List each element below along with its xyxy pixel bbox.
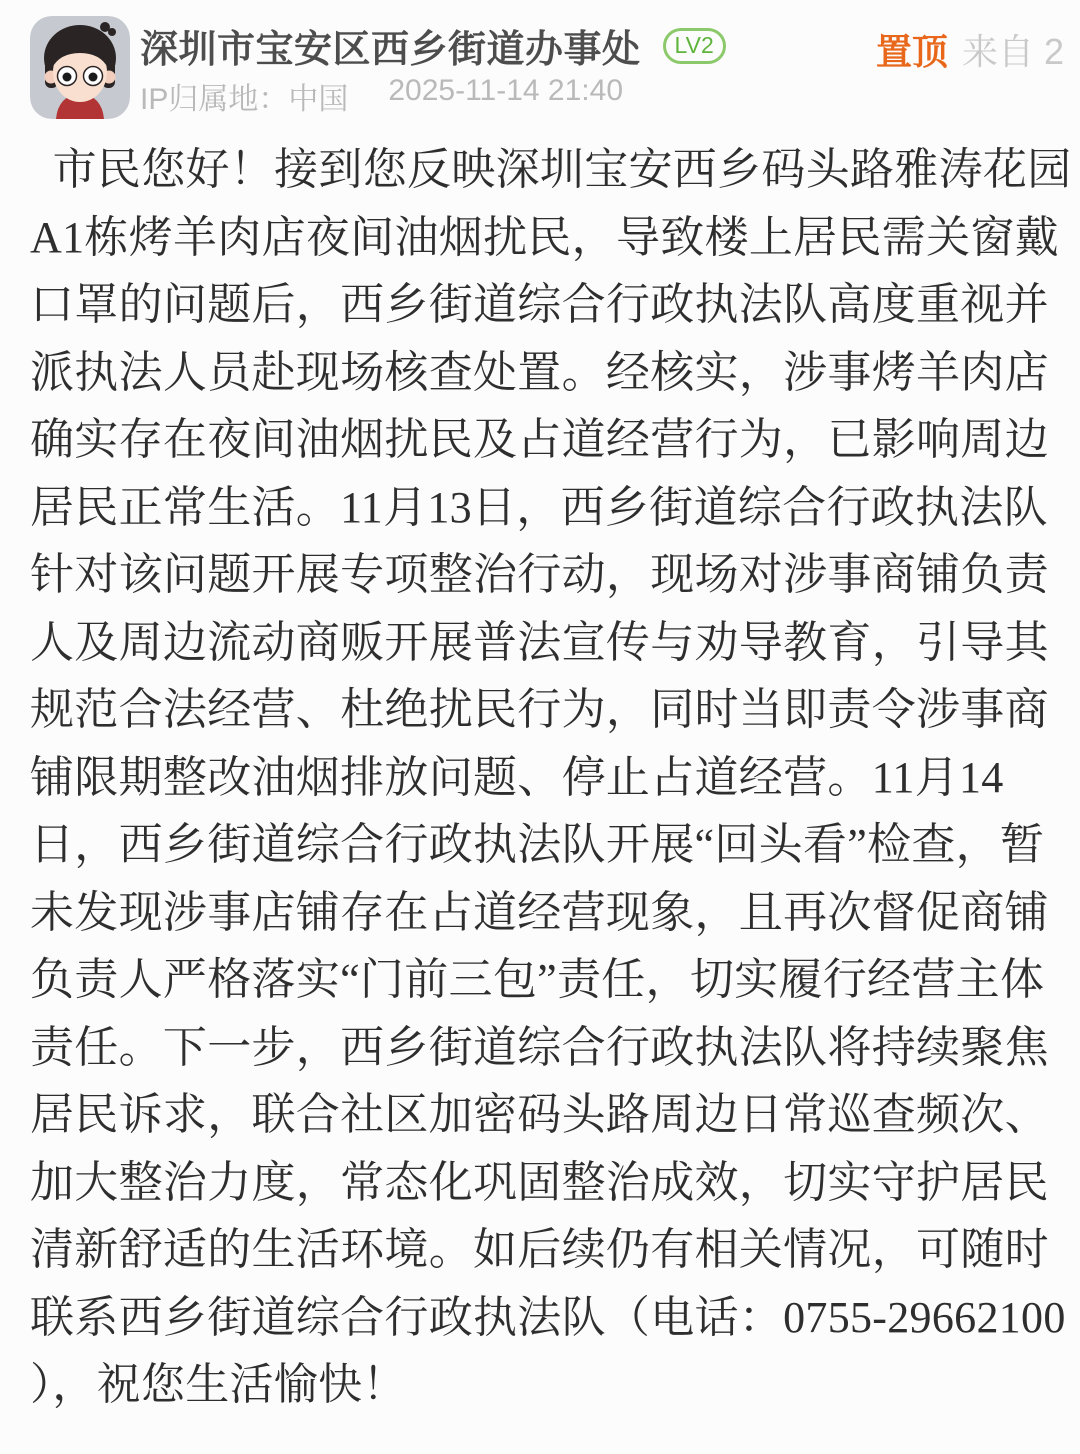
post-header: [0, 0, 1080, 130]
post-text-line: 规范合法经营、杜绝扰民行为，同时当即责令涉事商: [30, 685, 1049, 734]
post-text-line: 负责人严格落实“门前三包”责任，切实履行经营主体: [30, 955, 1045, 1004]
post-text-line: A1栋烤羊肉店夜间油烟扰民，导致楼上居民需关窗戴: [30, 212, 1059, 262]
post-text-line: 确实存在夜间油烟扰民及占道经营行为，已影响周边: [30, 415, 1049, 464]
post-text-line: 未发现涉事店铺存在占道经营现象，且再次督促商铺: [30, 887, 1049, 937]
level-badge: LV2: [663, 28, 726, 64]
post-text-line: 人及周边流动商贩开展普法宣传与劝导教育，引导其: [30, 617, 1049, 667]
post-text-line: 居民正常生活。11月13日，西乡街道综合行政执法队: [30, 482, 1048, 532]
post-text-line: 铺限期整改油烟排放问题、停止占道经营。11月14: [30, 752, 1004, 802]
ip-location: IP归属地：中国: [140, 83, 349, 116]
post-text-line: 居民诉求，联合社区加密码头路周边日常巡查频次、: [30, 1090, 1049, 1139]
post-content: [0, 130, 1080, 1419]
username[interactable]: 深圳市宝安区西乡街道办事处: [140, 29, 641, 71]
post-text-line: 日，西乡街道综合行政执法队开展“回头看”检查，暂: [30, 820, 1045, 869]
post-text-line: 加大整治力度，常态化巩固整治成效，切实守护居民: [30, 1157, 1049, 1207]
user-avatar[interactable]: [30, 16, 130, 119]
source-label: 来自 2: [961, 31, 1064, 72]
post-text-line: 针对该问题开展专项整治行动，现场对涉事商铺负责: [30, 550, 1049, 599]
post-text-line: 责任。下一步，西乡街道综合行政执法队将持续聚焦: [30, 1022, 1049, 1072]
post-text-line: 口罩的问题后，西乡街道综合行政执法队高度重视并: [30, 280, 1049, 329]
post-text-line: 派执法人员赴现场核查处置。经核实，涉事烤羊肉店: [30, 347, 1049, 397]
pinned-badge: 置顶: [875, 31, 948, 72]
avatar-illustration: [30, 16, 130, 119]
post-text-line: 清新舒适的生活环境。如后续仍有相关情况，可随时: [30, 1225, 1049, 1274]
post-text-line: 市民您好！接到您反映深圳宝安西乡码头路雅涛花园: [30, 145, 1072, 194]
post-text-line: 联系西乡街道综合行政执法队（电话：0755-29662100: [30, 1292, 1066, 1342]
timestamp: 2025-11-14 21:40: [388, 74, 623, 107]
post-text-line: ），祝您生活愉快！: [30, 1360, 407, 1409]
